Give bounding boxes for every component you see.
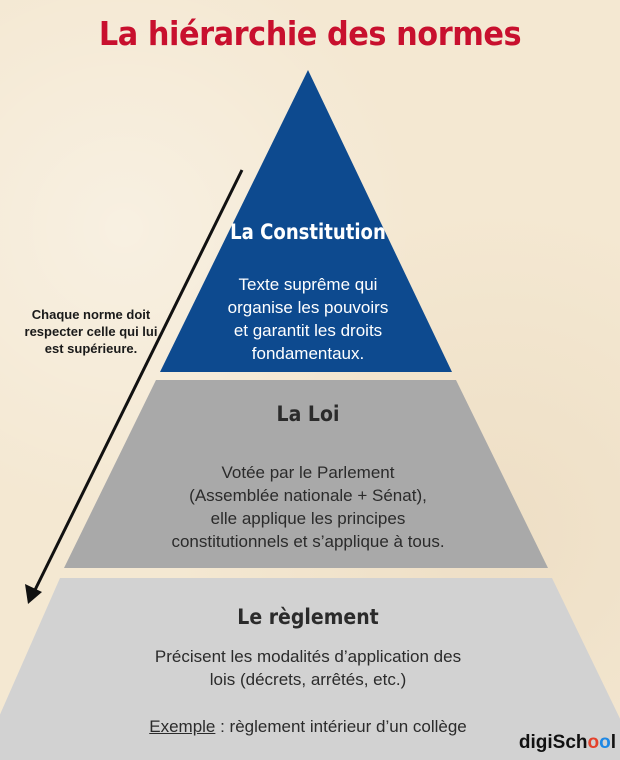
example-text: : règlement intérieur d’un collège	[215, 717, 467, 736]
side-note: Chaque norme doit respecter celle qui lui est supérieure.	[24, 307, 158, 356]
tier-reglement-example	[70, 715, 546, 738]
tier-reglement-description: Précisent les modalités d’application des lois (décrets, arrêtés, etc.)	[154, 647, 462, 689]
tier-loi-heading: La Loi	[276, 402, 340, 426]
tier-constitution-description: Texte suprême qui organise les pouvoirs et garantit les droits fondamentaux.	[227, 275, 389, 363]
tier-constitution-heading: La Constitution	[230, 220, 386, 244]
example-label: Exemple	[149, 717, 216, 736]
digischool-logo: digiSchool	[518, 732, 616, 753]
tier-loi-description: Votée par le Parlement (Assemblée nationale + Sénat), elle applique les principes constitutionnels et s’applique à tous.	[171, 463, 445, 551]
page-title: La hiérarchie des normes	[98, 14, 522, 53]
tier-reglement-heading: Le règlement	[237, 605, 379, 629]
